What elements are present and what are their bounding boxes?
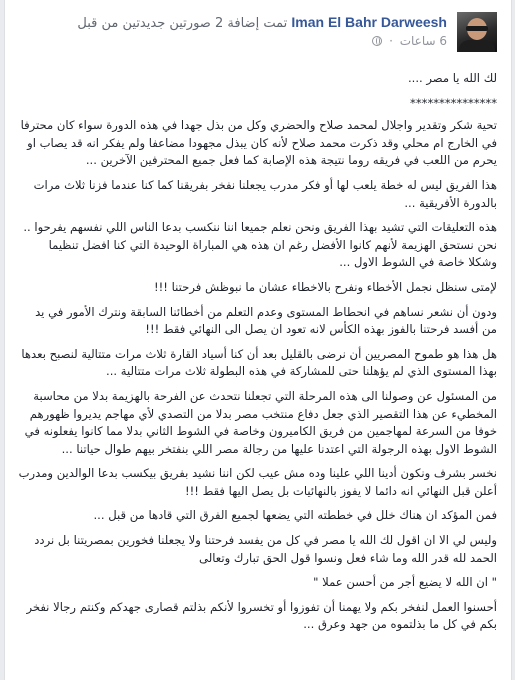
post-paragraph: لك الله يا مصر .... [407, 71, 497, 85]
post-header-title [77, 14, 447, 31]
post-paragraph: هل هذا هو طموح المصريين أن نرضى بالقليل بعد أن كنا أسياد القارة ثلاث مرات متتالية لنصبح بعدها بهذا المستوى الذي لم يؤهلنا حتى للمشاركة في هذه البطولة ثلاث مرات متتالية ... [21, 346, 497, 379]
post-separator: *************** [410, 95, 497, 110]
post-paragraph: نخسر بشرف ونكون أدينا اللي علينا وده مش عيب لكن اننا نشيد بفريق بيكسب بدعا الوالدين ومدرب أعلن قبل النهائي انه دائما لا يفوز بالنهائيات بل يصل اليها فقط !!! [18, 466, 497, 498]
avatar-glasses [466, 26, 488, 31]
globe-icon[interactable] [372, 36, 382, 46]
post-paragraph: هذا الفريق ليس له خطة يلعب لها أو فكر مدرب يجعلنا نفخر بفريقنا كما كنا عندما فزنا ثلاث مرات بالدورة الأفريقية ... [33, 177, 497, 210]
post-paragraph: من المسئول عن وصولنا الى هذه المرحلة التي تجعلنا نتحدث عن الفرحة بالهزيمة بدلا من محاسبة المخطيء عن هذا التقصير الذي جعل دفاع منتخب مصر بدلا من التصدي لأي مهاجم يديروا ظهورهم خوفا من السرعة لمهاجمين من فريق الكاميرون وخاصة في الشوط الثاني بدلا مما كانوا يفعلونه في الشوط الاول بهذه الرجولة التي اعتدنا عليها من رجالة مصر اللي بنفتخر بيهم طوال حياتنا ... [24, 388, 497, 456]
post-quote: " ان الله لا يضيع أجر من أحسن عملا " [313, 575, 497, 590]
post-paragraph: فمن المؤكد ان هناك خلل في خططته التي يضعها لجميع الفرق التي قادها من قبل ... [93, 508, 497, 523]
post-paragraph: وليس لي الا ان اقول لك الله يا مصر في كل من يفسد فرحتنا ولا يجعلنا فخورين بمصريتنا بل نردد الحمد لله قدر الله وما شاء فعل ونسوا قول الحق تبارك وتعالى [34, 533, 497, 565]
post-paragraph: لإمتى سنظل نجمل الأخطاء ونفرح بالاخطاء عشان ما نبوظش فرحتنا !!! [154, 279, 497, 294]
post-card [4, 0, 512, 680]
post-paragraph: تحية شكر وتقدير واجلال لمحمد صلاح والحضري وكل من بذل جهدا في هذه الدورة سواء كان محترفا في الخارج ام محلي وقد ذكرت محمد صلاح لأنه كان يبذل مجهودا مضاعفا ولم يفكر انه قد يصاب او يحرم من اللعب في فريقه روما نتيجة هذه الإصابة كما فعل جميع المحترفين الآخرين ... [20, 118, 497, 168]
post-action-text: تمت إضافة 2 صورتين جديدتين من قبل [77, 16, 288, 31]
post-paragraph: أحسنوا العمل لنفخر بكم ولا يهمنا أن تفوزوا أو تخسروا لأنكم بذلتم قصارى جهدكم وكنتم رجالا نفخر بكم في كل ما بذلتموه من جهد وعرق ... [26, 599, 497, 632]
post-timestamp[interactable]: 6 ساعات [399, 34, 447, 48]
post-header [17, 10, 497, 58]
post-body [17, 70, 497, 641]
author-name[interactable]: Iman El Bahr Darweesh [291, 14, 447, 30]
post-meta [372, 34, 447, 48]
avatar-suit [459, 40, 495, 52]
post-paragraph: هذه التعليقات التي تشيد بهذا الفريق ونحن نعلم جميعا اننا ننكسب بدعا الناس اللي نفسهم يفرحوا .. نحن نستحق الهزيمة لأنهم كانوا الأفضل رغم ان هذه هي المباراة الوحيدة التي كنا افضل تنظيما وشكلا خاصة في الشوط الاول ... [23, 220, 497, 270]
meta-separator: · [389, 34, 393, 48]
post-paragraph: ودون أن نشعر نساهم في انحطاط المستوى وعدم التعلم من أخطائنا السابقة ونترك الأمور في يد من أفسد فرحتنا بالفوز بهذه الكأس لانه تعود ان يصل الى النهائي فقط !!! [35, 304, 497, 337]
avatar[interactable] [457, 12, 497, 52]
